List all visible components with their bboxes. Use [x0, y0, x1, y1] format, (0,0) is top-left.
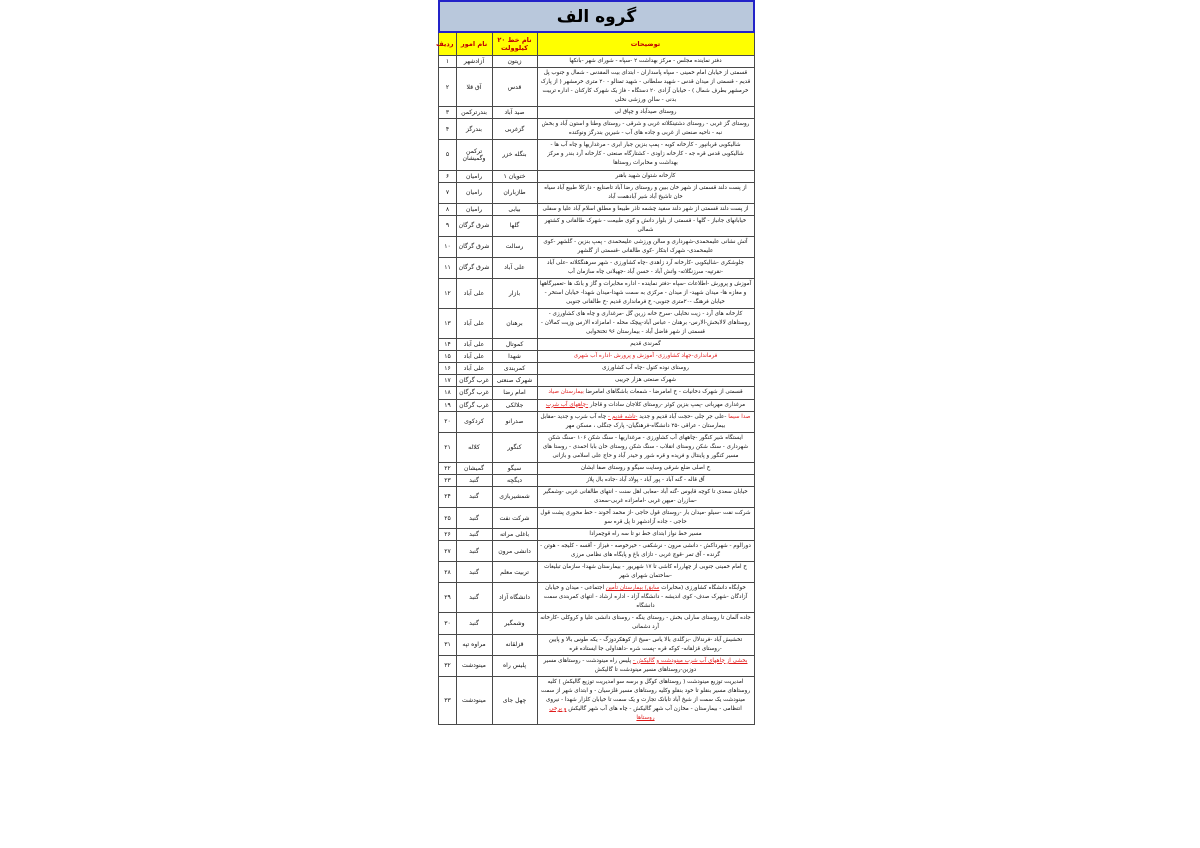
cell-description: خ اصلی ضلع شرقی وسایت سیگو و روستای صفا ایشان [537, 462, 754, 474]
cell-row-number: ۳۲ [439, 655, 456, 676]
cell-row-number: ۱۱ [439, 257, 456, 278]
cell-row-number: ۲۰ [439, 411, 456, 432]
table-row [439, 486, 754, 507]
cell-description: از پست دلند قسمتی از شهر دلند سفید چشمه تاذر طبیعا و مطلق اسلام آباد علیا و سفلی [537, 203, 754, 215]
cell-line-name: دانشی مرون [492, 541, 537, 562]
cell-affairs-name: کردکوی [456, 411, 492, 432]
cell-affairs-name: مینودشت [456, 655, 492, 676]
cell-line-name: زیتون [492, 56, 537, 68]
table-container [435, 0, 755, 725]
cell-line-name: شهرک صنعتی [492, 375, 537, 387]
cell-line-name: کنگور [492, 432, 537, 462]
cell-line-name: امام رضا [492, 387, 537, 399]
cell-affairs-name: شرق گرگان [456, 257, 492, 278]
cell-row-number: ۳۳ [439, 676, 456, 724]
table-row [439, 351, 754, 363]
cell-affairs-name: گمیشان [456, 462, 492, 474]
cell-line-name: گلها [492, 215, 537, 236]
cell-line-name: کموتال [492, 339, 537, 351]
cell-row-number: ۷ [439, 182, 456, 203]
cell-line-name: گزغربی [492, 119, 537, 140]
cell-description: صدا سیما -علی جر جلی -حجت آباد قدیم و جدید -تاشه قدیم - چاه آب شرب و جدید -مقابل بیمارستان - عراقی -۲۵ دانشگاه-فرهنگیان- پارک جنگلی ، مسکن مهر [537, 411, 754, 432]
cell-line-name: علی آباد [492, 257, 537, 278]
cell-line-name: ختویان ۱ [492, 170, 537, 182]
cell-affairs-name: مینودشت [456, 676, 492, 724]
outage-schedule-table [435, 0, 755, 725]
table-row [439, 363, 754, 375]
cell-description: آق قاله - گنه آباد - پور آباد - پولاد آباد -جاده بال پلاز [537, 474, 754, 486]
cell-line-name: طازباران [492, 182, 537, 203]
cell-description: آموزش و پرورش -اطلاعات -سپاه -دفتر نماینده - اداره مخابرات و گاز و بانک ها -تعمیرگاهها و مغازه ها- میدان شهید- از میدان - مرکزی به سمت شهدا-میدان شهدا- خیابان استخر - خیابان فرهنگ -۲۰متری جنوبی- خ فرمانداری قدیم -خ طالقانی جنوبی [537, 278, 754, 308]
table-row [439, 655, 754, 676]
cell-line-name: سیگو [492, 462, 537, 474]
column-header-affairs-name: نام امور [456, 32, 492, 56]
table-row [439, 215, 754, 236]
column-header-row-number: ردیف [439, 32, 456, 56]
table-row [439, 140, 754, 170]
cell-description: دورالوم - شهرداکش - دانشی مرون - نرشکفی - خیرخوصه - فیزاز - آقسه - کلیجه - هوتن - گرنده - آق تمر -قوچ غربی - تازای باغ و پایگاه های نظامی مرزی [537, 541, 754, 562]
cell-description: آتش نشانی علیمحمدی-شهرداری و سالن ورزشی علیمحمدی - پمپ بنزین - گلشهر -کوی علیمحمدی- شهرک ابتکار -کوی طالقانی -قسمتی از گلشهر [537, 236, 754, 257]
cell-description: ایستگاه شیر کنگور -چاههای آب کشاورزی - مرغداریها - سنگ شکن ۱۰۶ -سنگ شکن شهرداری - سنگ شکن روستای انقلاب - سنگ شکن روستای خان بابا احمدی - روستا های مسیر کنگور و پاینتال و فریده و قره شور و حیدر آباد و حاج علی اسلامی و بازانی [537, 432, 754, 462]
cell-line-name: وشمگیر [492, 613, 537, 634]
cell-line-name: دانشگاه آزاد [492, 583, 537, 613]
cell-affairs-name: شرق گرگان [456, 236, 492, 257]
cell-line-name: چهل جای [492, 676, 537, 724]
cell-row-number: ۲۹ [439, 583, 456, 613]
cell-row-number: ۳۰ [439, 613, 456, 634]
column-header-description: توضیحات [537, 32, 754, 56]
table-row [439, 399, 754, 411]
table-row [439, 676, 754, 724]
table-row [439, 203, 754, 215]
table-row [439, 257, 754, 278]
table-row [439, 107, 754, 119]
cell-row-number: ۸ [439, 203, 456, 215]
cell-line-name: قزلقانه [492, 634, 537, 655]
cell-row-number: ۲۶ [439, 529, 456, 541]
cell-affairs-name: رامیان [456, 182, 492, 203]
cell-row-number: ۱۳ [439, 309, 456, 339]
cell-description: خیابان سعدی تا کوچه قابوس -گنه آباد -معابی اهل سنت - انتهای طالقانی غربی -وشمگیر -سازران -میهن غربی -امامزاده غربی-سعدی [537, 486, 754, 507]
cell-row-number: ۹ [439, 215, 456, 236]
table-row [439, 529, 754, 541]
cell-affairs-name: شرق گرگان [456, 215, 492, 236]
cell-line-name: قدس [492, 68, 537, 107]
table-row [439, 119, 754, 140]
table-row [439, 432, 754, 462]
table-row [439, 339, 754, 351]
cell-affairs-name: رامیان [456, 170, 492, 182]
cell-row-number: ۲۳ [439, 474, 456, 486]
cell-description: قسمتی از شهرک دخانیات - خ امامرضا - شمعات باشگاهای امامرضا بیمارستان صیاد [537, 387, 754, 399]
table-row [439, 613, 754, 634]
cell-row-number: ۱۸ [439, 387, 456, 399]
cell-description: روستای صیدآباد و چپاق لی [537, 107, 754, 119]
cell-line-name: بنگله خزر [492, 140, 537, 170]
cell-description: خیابانهای جانباز - گلها - قسمتی از بلوار دانش و کوی طبیعت - شهرک طالقانی و کشتهر شمالی [537, 215, 754, 236]
cell-description: خوابگاه دانشگاه کشاورزی (مخابرات سابق) بیمارستان تأمین اجتماعی - میدان و خیابان آزادگان -شهرک صدف- کوی اندیشه - دانشگاه آزاد - اداره ارشاد - انتهای کمربندی سمت دانشگاه [537, 583, 754, 613]
cell-description: امدیریت توزیع مینودشت ( روستاهای کوگل و برسه سو امدیریت توزیع گالیکش ) کلیه روستاهای مسیر بنقلو تا خود بنقلو وکلیه روستاهای مسیر قلزسیان - و ابتدای شهر از سمت مینودشت یک سمت از شیخ آباد تابانک تجارت و یک سمت تا خیابان کلزار شهدا - نیروی انتظامی - بیمارستان - مخازن آب شهر گالیکش - چاه های آب شهر گالیکش و برخی روستاها [537, 676, 754, 724]
cell-affairs-name: علی آباد [456, 363, 492, 375]
cell-description: گمرندی قدیم [537, 339, 754, 351]
cell-affairs-name: علی آباد [456, 339, 492, 351]
cell-affairs-name: گنبد [456, 541, 492, 562]
table-row [439, 170, 754, 182]
table-title-row [439, 1, 754, 32]
cell-row-number: ۲۲ [439, 462, 456, 474]
table-row [439, 278, 754, 308]
cell-description: از پست دلند قسمتی از شهر خان ببین و روستای رضا آباد تاصنایع - دارکلا طبیع آباد سیاه خان تاشیخ آباد شیر آبادهمت آباد [537, 182, 754, 203]
cell-description: مسیر خط نواز ابتدای خط نو تا سه راه قوچمرادا [537, 529, 754, 541]
cell-row-number: ۲۵ [439, 507, 456, 528]
cell-row-number: ۲ [439, 68, 456, 107]
column-header-line-name: نام خط ۲۰ کیلوولت [492, 32, 537, 56]
cell-row-number: ۳ [439, 107, 456, 119]
cell-affairs-name: رامیان [456, 203, 492, 215]
cell-row-number: ۲۷ [439, 541, 456, 562]
cell-affairs-name: گنبد [456, 474, 492, 486]
cell-affairs-name: گنبد [456, 583, 492, 613]
cell-line-name: تربیت معلم [492, 562, 537, 583]
cell-description: کارخانه های آرد - زیت نخایلی -سرخ خانه زرین گل -مرغداری و چاه های کشاورزی - روستاهای لالابخش-الارس- برهنان - عباس آباد-پیچک محله - امامزاده الارس وزیت کمالان - قسمتی از شهر فاضل آباد - بیمارستان ۹۶ تختخوابی [537, 309, 754, 339]
table-row [439, 474, 754, 486]
cell-description: دفتر نماینده مجلس - مرکز بهداشت ۲ -سپاه - شورای شهر -بانکها [537, 56, 754, 68]
cell-row-number: ۴ [439, 119, 456, 140]
cell-affairs-name: ترکمن وگمیشان [456, 140, 492, 170]
cell-description: خ امام خمینی جنوبی از چهارراه کاشی تا ۱۷ شهریور - بیمارستان شهدا- سازمان تبلیغات -ساختمان شهرای شهر [537, 562, 754, 583]
table-row [439, 387, 754, 399]
cell-line-name: پلیس راه [492, 655, 537, 676]
table-row [439, 236, 754, 257]
cell-description: مرغداری مهربانی -پمپ بنزین کوثر -روستای کلاجان سادات و قاجار -چاههای آب شرب [537, 399, 754, 411]
cell-row-number: ۱۹ [439, 399, 456, 411]
cell-affairs-name: آزادشهر [456, 56, 492, 68]
cell-affairs-name: آق قلا [456, 68, 492, 107]
cell-row-number: ۱۲ [439, 278, 456, 308]
cell-affairs-name: گنبد [456, 507, 492, 528]
cell-row-number: ۱۰ [439, 236, 456, 257]
cell-row-number: ۱۴ [439, 339, 456, 351]
cell-line-name: شهدا [492, 351, 537, 363]
table-row [439, 375, 754, 387]
cell-line-name: صدرانو [492, 411, 537, 432]
cell-line-name: رسالت [492, 236, 537, 257]
cell-affairs-name: بندرگز [456, 119, 492, 140]
cell-description: بخشی از چاههای آب شرب مینودشت و گالیکش - پلیس راه مینودشت - روستاهای مسیر دوزین-روستاهای مسیر مینودشت تا گالیکش [537, 655, 754, 676]
cell-affairs-name: کلاله [456, 432, 492, 462]
cell-affairs-name: علی آباد [456, 278, 492, 308]
cell-row-number: ۱ [439, 56, 456, 68]
cell-description: روستای گز غربی - روستای دشتینکلاته غربی و شرقی - روستای وطنا و استون آباد و بخش نبه - ناحیه صنعتی از غربی و جاده های آب - شیرین بندرگز ونوکنده [537, 119, 754, 140]
cell-description: روستای نوده کتول -چاه آب کشاورزی [537, 363, 754, 375]
table-row [439, 634, 754, 655]
cell-affairs-name: بندرترکمن [456, 107, 492, 119]
cell-line-name: شمشیربازی [492, 486, 537, 507]
cell-affairs-name: غرب گرگان [456, 387, 492, 399]
cell-description: کارخانه شتوان شهید باهنر [537, 170, 754, 182]
table-row [439, 462, 754, 474]
table-row [439, 583, 754, 613]
cell-line-name: بازار [492, 278, 537, 308]
cell-row-number: ۱۶ [439, 363, 456, 375]
cell-description: جاده آلمان تا روستای سارلی بخش - روستای ینگه - روستای دانشی علیا و کروکلی -کارخانه آرد دشمانی [537, 613, 754, 634]
cell-affairs-name: گنبد [456, 529, 492, 541]
cell-line-name: کمربندی [492, 363, 537, 375]
cell-line-name: جلالکی [492, 399, 537, 411]
cell-row-number: ۶ [439, 170, 456, 182]
cell-row-number: ۲۱ [439, 432, 456, 462]
cell-description: فرمانداری-جهاد کشاورزی- آموزش و پرورش -اداره آب شهری [537, 351, 754, 363]
cell-description: شالیکوبی قربانپور - کارخانه کوبه - پمپ بنزین جبار ابری - مرغداریها و چاه آب ها - شالیکوبی قدس قره جه - کارخانه زاودی - کشتارگاه صنعتی - کارخانه آرد بندر و مرکز بهداشت و مخابرات روستاها [537, 140, 754, 170]
cell-description: شرکت نفت -سیلو -میدان بار -روستای قول حاجی -از محمد آخوند - خط محوری پشت قول حاجی - جاده آزادشهر تا پل قره سو [537, 507, 754, 528]
table-row [439, 562, 754, 583]
cell-affairs-name: گنبد [456, 562, 492, 583]
cell-affairs-name: علی آباد [456, 351, 492, 363]
cell-row-number: ۳۱ [439, 634, 456, 655]
cell-affairs-name: غرب گرگان [456, 375, 492, 387]
cell-description: شهرک صنعتی هزار جریبی [537, 375, 754, 387]
table-row [439, 507, 754, 528]
cell-line-name: بیابی [492, 203, 537, 215]
cell-row-number: ۱۵ [439, 351, 456, 363]
table-row [439, 411, 754, 432]
table-row [439, 182, 754, 203]
table-row [439, 56, 754, 68]
cell-description: قسمتی از خیابان امام خمینی - سپاه پاسداران - ابتدای بیت المقدس - شمال و جنوب پل قدیم - قسمتی از میدان قدس - شهید سلطانی - شهید تمنالو - ۲۰ متری خرمشهر ( از پارک خرمشهر بطرف شمال ) - خیابان آزادی ۲۰ دستگاه - فاز یک شهرک کارکنان - اداره تربیت بدنی - سالن ورزشی نخلی [537, 68, 754, 107]
cell-row-number: ۲۴ [439, 486, 456, 507]
table-row [439, 68, 754, 107]
cell-row-number: ۲۸ [439, 562, 456, 583]
cell-affairs-name: مراوه تپه [456, 634, 492, 655]
cell-line-name: صید آباد [492, 107, 537, 119]
table-row [439, 309, 754, 339]
cell-description: تخشیش آباد -فرندلال -بزگلدی بالا یاس -سیخ از کوهکردوزگ - یکه طوس بالا و پایین -روستای قزلقانه- کوکه قره -پست شره -داهداولی جا ایستاده قره [537, 634, 754, 655]
table-row [439, 541, 754, 562]
cell-affairs-name: علی آباد [456, 309, 492, 339]
cell-description: جلوشکری -شالیکوبی -کارخانه آرد زاهدی -چاه کشاورزی - شهر سرهنگکلاته -علی آباد -نقرتپه- سرزنگلاته- واتش آباد - حسن آباد -جهیلانی چاه سازمان آب [537, 257, 754, 278]
cell-row-number: ۱۷ [439, 375, 456, 387]
cell-affairs-name: غرب گرگان [456, 399, 492, 411]
cell-line-name: برهنان [492, 309, 537, 339]
cell-line-name: شرکت نفت [492, 507, 537, 528]
table-header-row [439, 32, 754, 56]
cell-affairs-name: گنبد [456, 486, 492, 507]
cell-row-number: ۵ [439, 140, 456, 170]
page-title: گروه الف [439, 1, 754, 32]
cell-line-name: باغلی مراته [492, 529, 537, 541]
cell-affairs-name: گنبد [456, 613, 492, 634]
cell-line-name: دیگچه [492, 474, 537, 486]
